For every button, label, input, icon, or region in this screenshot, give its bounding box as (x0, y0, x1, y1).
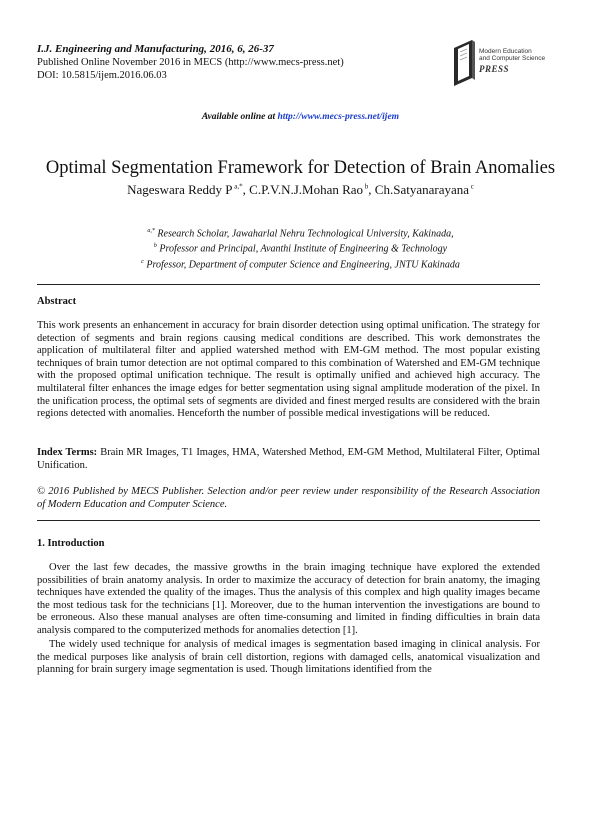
affiliation-a-text: Research Scholar, Jawaharlal Nehru Technological University, Kakinada, (154, 228, 454, 240)
journal-citation (37, 43, 344, 56)
journal-url-link[interactable]: http://www.mecs-press.net/ijem (277, 112, 400, 122)
author-1-sup: a,* (232, 182, 243, 191)
affiliation-b (0, 240, 601, 255)
index-terms (37, 447, 540, 472)
author-list (0, 182, 601, 198)
affiliations (0, 225, 601, 271)
published-line: Published Online November 2016 in MECS (http://www.mecs-press.net) (37, 57, 344, 68)
affiliation-c-sup: c (141, 258, 144, 265)
divider-top (37, 284, 540, 285)
author-3: , Ch.Satyanarayana (368, 182, 470, 197)
introduction-heading: 1. Introduction (37, 538, 105, 549)
journal-name: I.J. Engineering and Manufacturing, (37, 43, 207, 55)
publisher-logo (452, 38, 572, 88)
logo-line-2: and Computer Science (479, 55, 546, 62)
author-2-sup: b (363, 182, 369, 191)
divider-bottom (37, 520, 540, 521)
author-2: , C.P.V.N.J.Mohan Rao (242, 182, 364, 197)
author-3-sup: c (469, 182, 474, 191)
availability-line (0, 112, 601, 122)
affiliation-b-sup: b (153, 243, 157, 250)
logo-line-1: Modern Education (479, 48, 532, 55)
journal-issue: 2016, 6, 26-37 (209, 43, 274, 55)
abstract-text: This work presents an enhancement in accuracy for brain disorder detection using optimal unification. The strategy for detection of segments and brain regions causing medical conditions are described. This work demonstrates the application of multilateral filter and applied watershed method with EM-GM method. The most popular existing techniques of brain tumor detection are not optimal compared to this combination of Watershed and EM-GM technique with the proposed optimal unification technique. The result is optimally unified and achieved high accuracy. The multilateral filter enhances the image edges for better segmentation using signal amplitude moderation of the pixel. In the unification process, the optimal sets of segments are divided and finest merged results are considered with the brain regions detected with anomalies. Henceforth the number of possible medical investigations will be reduced. (37, 320, 540, 420)
affiliation-c-text: Professor, Department of computer Science and Engineering, JNTU Kakinada (143, 258, 460, 270)
copyright-notice: © 2016 Published by MECS Publisher. Selection and/or peer review under responsibility of the Research Association of Modern Education and Computer Science. (37, 486, 540, 510)
availability-prefix: Available online at (201, 112, 278, 122)
paper-title: Optimal Segmentation Framework for Detection of Brain Anomalies (45, 158, 556, 178)
abstract-heading: Abstract (37, 296, 77, 307)
affiliation-a-sup: a,* (147, 228, 155, 234)
intro-paragraph-1: Over the last few decades, the massive growths in the brain imaging technique have explored the extended possibilities of brain anatomy analysis. In order to maximize the accuracy of detection for brain anatomy, the imaging techniques have extended the quality of the images. Thus the analysis of this complex and high quality images became the most tedious task for the technicians [1]. Moreover, due to the human intervention the investigations are bound to be erroneous. Also these manual analyses are often time-consuming and limited in finding difficulties in brain data analysis compared to the computerized methods for anomalies detection [1]. (37, 562, 540, 636)
journal-header (37, 43, 344, 82)
affiliation-b-text: Professor and Principal, Avanthi Institute of Engineering & Technology (156, 243, 448, 255)
author-1: Nageswara Reddy P (127, 182, 233, 197)
logo-press: PRESS (479, 64, 510, 74)
intro-paragraph-2: The widely used technique for analysis of medical images is segmentation based imaging in clinical analysis. For the medical purposes like analysis of brain cell distortion, regions with damaged cells, anatomical visualization and planning for brain surgery image segmentation is used. Though limitations identified from the (37, 639, 540, 676)
index-terms-text: Brain MR Images, T1 Images, HMA, Watershed Method, EM-GM Method, Multilateral Filter, Optimal Unification. (37, 447, 540, 471)
index-terms-label: Index Terms: (37, 447, 98, 458)
affiliation-c (0, 256, 601, 271)
doi-line: DOI: 10.5815/ijem.2016.06.03 (37, 70, 167, 81)
affiliation-a (0, 225, 601, 240)
